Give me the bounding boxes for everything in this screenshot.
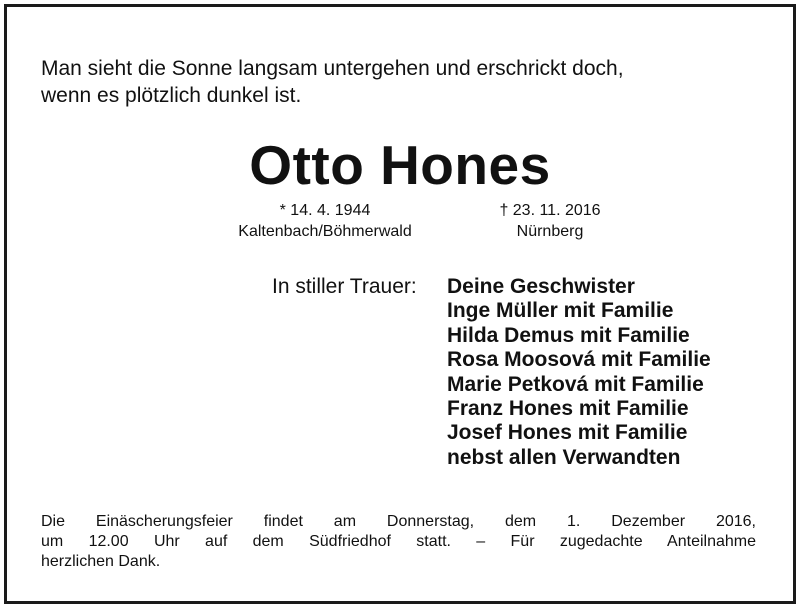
death-place: Nürnberg (516, 223, 584, 240)
quote-line: wenn es plötzlich dunkel ist. (41, 84, 302, 107)
mourner-item: Deine Geschwister (447, 275, 635, 298)
mourners-list (447, 275, 711, 470)
opening-quote (41, 55, 761, 109)
death-date: † 23. 11. 2016 (499, 202, 601, 219)
death-info (445, 200, 655, 242)
birth-info (200, 200, 450, 242)
mourner-item: Rosa Moosová mit Familie (447, 348, 711, 372)
mourner-item: Inge Müller mit Familie (447, 299, 674, 323)
birth-date: * 14. 4. 1944 (279, 202, 371, 219)
mourner-item: Marie Petková mit Familie (447, 372, 704, 396)
mourner-item: Franz Hones mit Familie (447, 397, 689, 421)
deceased-name: Otto Hones (249, 134, 551, 196)
birth-place: Kaltenbach/Böhmerwald (238, 223, 412, 240)
notice-line: um 12.00 Uhr auf dem Südfriedhof statt. – Für zugedachte Anteilnahme (41, 533, 756, 550)
funeral-notice (41, 512, 756, 572)
quote-line: Man sieht die Sonne langsam untergehen und erschrickt doch, (41, 57, 624, 80)
mourner-item: nebst allen Verwandten (447, 445, 681, 469)
mourning-label: In stiller Trauer: (272, 275, 417, 298)
notice-line: herzlichen Dank. (41, 553, 161, 570)
mourner-item: Hilda Demus mit Familie (447, 323, 690, 347)
notice-line: Die Einäscherungsfeier findet am Donnerstag, dem 1. Dezember 2016, (41, 513, 756, 530)
mourner-item: Josef Hones mit Familie (447, 421, 688, 445)
